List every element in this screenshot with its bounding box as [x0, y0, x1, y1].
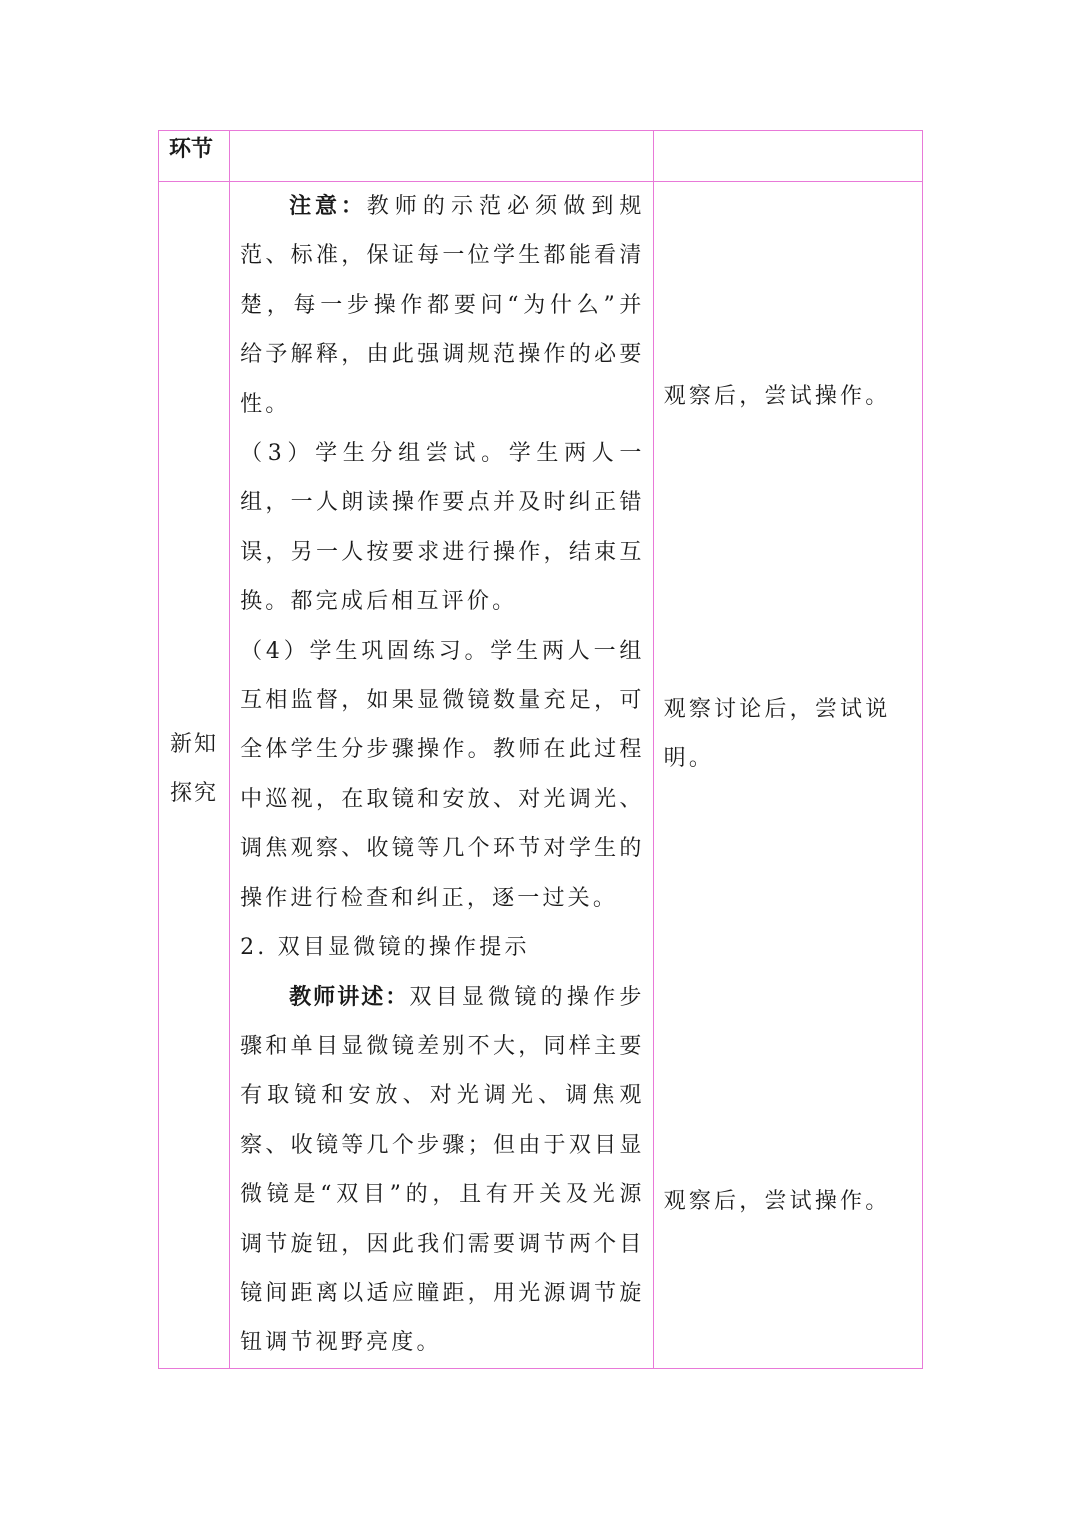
header-stage-label: 环节 [169, 137, 214, 162]
emphasis-label-1: 注意： [289, 194, 367, 219]
header-stage-cell [159, 131, 230, 182]
teacher-paragraph-3 [240, 627, 645, 923]
lesson-plan-table [158, 130, 923, 1369]
stage-label-line2: 探究 [170, 781, 219, 807]
student-activity-1: 观察后，尝试操作。 [663, 384, 891, 409]
emphasis-label-2: 教师讲述： [289, 984, 410, 1010]
teacher-paragraph-5 [240, 973, 645, 1368]
header-student-cell [653, 131, 922, 182]
header-teacher-cell [230, 131, 654, 182]
stage-label-line1: 新知 [170, 732, 219, 757]
student-activity-cell [653, 182, 922, 1369]
stage-label [159, 720, 229, 819]
stage-cell [159, 182, 230, 1369]
paragraph-text-3: （4）学生巩固练习。学生两人一组互相监督，如果显微镜数量充足，可全体学生分步骤操作。教师在此过程中巡视，在取镜和安放、对光调光、调焦观察、收镜等几个环节对学生的操作进行检查和纠正，逐一过关。 [240, 638, 645, 911]
teacher-paragraph-4 [240, 923, 645, 972]
student-activity-2: 观察讨论后，尝试说明。 [663, 697, 891, 772]
paragraph-text-1: 教师的示范必须做到规范、标准，保证每一位学生都能看清楚，每一步操作都要问“为什么”并给予解释，由此强调规范操作的必要性。 [240, 194, 645, 417]
table-row [159, 182, 923, 1369]
teacher-paragraph-1 [240, 182, 645, 429]
table-header-row [159, 131, 923, 182]
teacher-activity-cell [230, 182, 654, 1369]
teacher-activity-text [230, 182, 653, 1368]
paragraph-text-2: （3）学生分组尝试。学生两人一组，一人朗读操作要点并及时纠正错误，另一人按要求进行操作，结束互换。都完成后相互评价。 [240, 441, 645, 615]
paragraph-text-5: 双目显微镜的操作步骤和单目显微镜差别不大，同样主要有取镜和安放、对光调光、调焦观察、收镜等几个步骤；但由于双目显微镜是“双目”的，且有开关及光源调节旋钮，因此我们需要调节两个目镜间距离以适应瞳距，用光源调节旋钮调节视野亮度。 [240, 984, 645, 1356]
student-activity-3: 观察后，尝试操作。 [663, 1189, 891, 1214]
teacher-paragraph-2 [240, 429, 645, 627]
paragraph-text-4: 2. 双目显微镜的操作提示 [240, 935, 530, 961]
